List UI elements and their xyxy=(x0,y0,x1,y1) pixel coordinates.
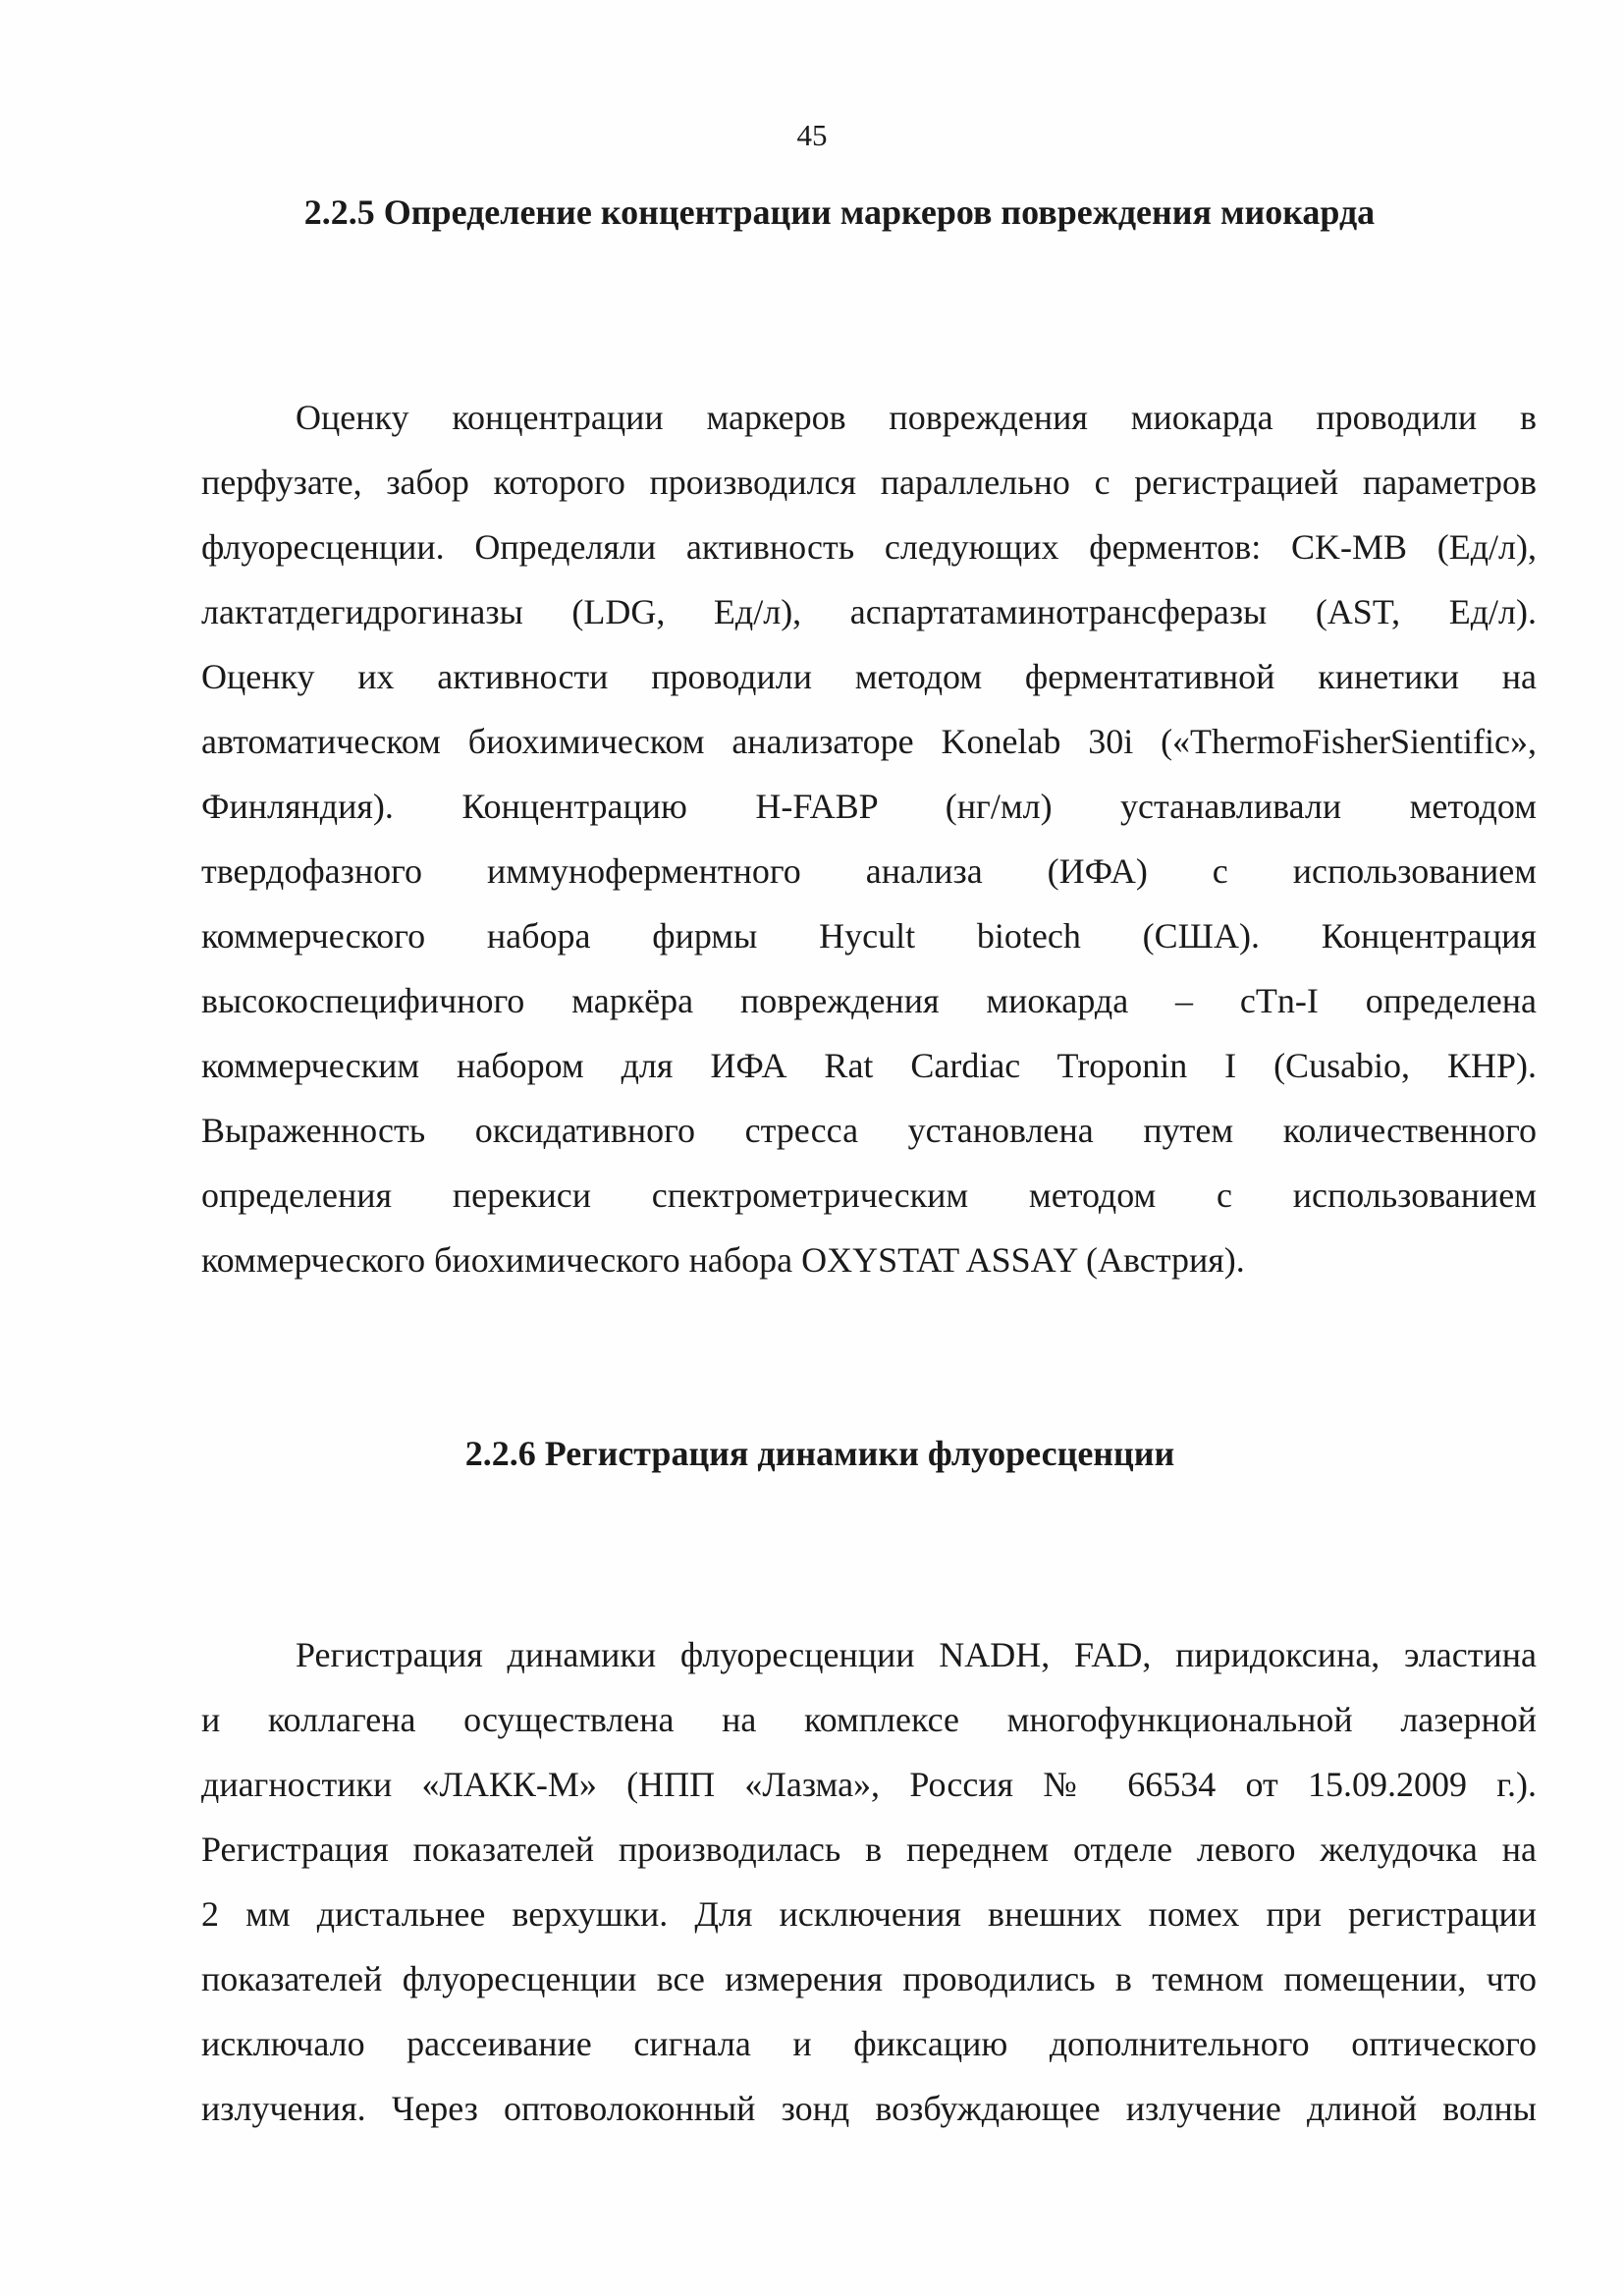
text-line: флуоресценции. Определяли активность следующих ферментов: CK-MB (Ед/л), xyxy=(201,527,1537,567)
text-line: лактатдегидрогиназы (LDG, Ед/л), аспартатаминотрансферазы (AST, Ед/л). xyxy=(201,592,1537,631)
page-number: 45 xyxy=(796,118,828,152)
text-line: Регистрация динамики флуоресценции NADH, FAD, пиридоксина, эластина xyxy=(296,1635,1537,1674)
text-line: диагностики «ЛАКК-М» (НПП «Лазма», Россия № 66534 от 15.09.2009 г.). xyxy=(201,1765,1537,1804)
section-heading-2-2-5: 2.2.5 Определение концентрации маркеров повреждения миокарда xyxy=(303,192,1376,232)
paragraph-fluorescence-registration xyxy=(201,1622,1537,2141)
text-line: коммерческого набора фирмы Hycult biotech (США). Концентрация xyxy=(201,916,1537,956)
text-line: излучения. Через оптоволоконный зонд возбуждающее излучение длиной волны xyxy=(201,2089,1537,2128)
text-line: перфузате, забор которого производился параллельно с регистрацией параметров xyxy=(201,463,1537,502)
text-line: Финляндия). Концентрацию H-FABP (нг/мл) устанавливали методом xyxy=(201,787,1537,826)
text-line: показателей флуоресценции все измерения проводились в темном помещении, что xyxy=(201,1959,1537,1998)
text-line: Регистрация показателей производилась в переднем отделе левого желудочка на xyxy=(201,1830,1537,1869)
paragraph-myocardial-markers xyxy=(201,385,1537,1292)
text-line: Выраженность оксидативного стресса установлена путем количественного xyxy=(201,1111,1537,1150)
text-line: исключало рассеивание сигнала и фиксацию дополнительного оптического xyxy=(201,2024,1537,2063)
text-line: коммерческого биохимического набора OXYSTAT ASSAY (Австрия). xyxy=(201,1240,1245,1280)
text-line: определения перекиси спектрометрическим методом с использованием xyxy=(201,1175,1537,1215)
text-line: высокоспецифичного маркёра повреждения миокарда – cTn-I определена xyxy=(201,981,1537,1020)
text-line: автоматическом биохимическом анализаторе Konelab 30i («ThermoFisherSientific», xyxy=(201,722,1537,761)
text-line: твердофазного иммуноферментного анализа (ИФА) с использованием xyxy=(201,851,1537,891)
text-line: Оценку их активности проводили методом ферментативной кинетики на xyxy=(201,657,1537,696)
section-heading-2-2-6: 2.2.6 Регистрация динамики флуоресценции xyxy=(464,1434,1175,1473)
text-line: Оценку концентрации маркеров повреждения миокарда проводили в xyxy=(296,398,1537,437)
text-line: 2 мм дистальнее верхушки. Для исключения внешних помех при регистрации xyxy=(201,1894,1537,1934)
text-line: коммерческим набором для ИФА Rat Cardiac Troponin I (Cusabio, КНР). xyxy=(201,1046,1537,1085)
text-line: и коллагена осуществлена на комплексе многофункциональной лазерной xyxy=(201,1700,1537,1739)
